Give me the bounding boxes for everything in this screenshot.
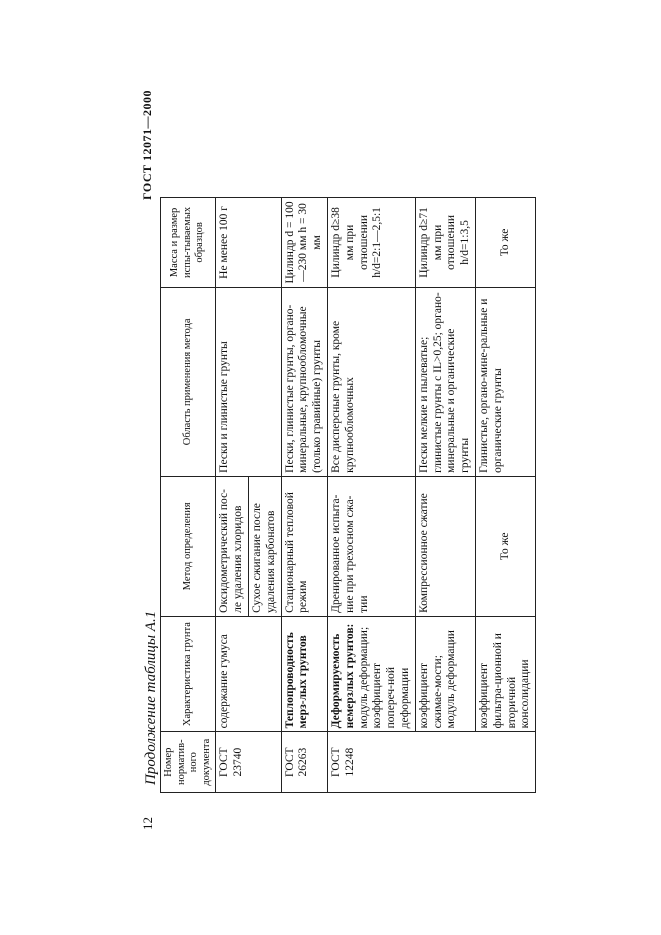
method-cell: Сухое сжигание после удаления карбонатов	[248, 476, 281, 616]
characteristic-cell: коэффициент фильтра-ционной и вторичной консолидации	[475, 616, 535, 731]
characteristic-cell: Теплопроводность мерз-лых грунтов	[281, 616, 327, 731]
sample-cell: Цилиндр d≥71 мм при отношении h/d=1:3,5	[415, 198, 475, 288]
table-row	[327, 198, 415, 793]
method-cell: Компрессионное сжатие	[415, 476, 475, 616]
doc-cell: ГОСТ 12248	[327, 732, 535, 793]
characteristic-bold: Деформируемость немерзлых грунтов:	[329, 623, 356, 729]
table-row	[216, 198, 249, 793]
table-row	[281, 198, 327, 793]
characteristic-rest: модуль деформации; коэффициент попереч-ной деформации	[357, 626, 411, 729]
doc-cell: ГОСТ 26263	[281, 732, 327, 793]
method-cell: Стационарный тепловой режим	[281, 476, 327, 616]
method-cell: То же	[475, 476, 535, 616]
sample-cell: Не менее 100 г	[216, 198, 281, 288]
doc-cell: ГОСТ 23740	[216, 732, 281, 793]
characteristic-cell: коэффициент сжимае-мости; модуль деформации	[415, 616, 475, 731]
table-row	[475, 198, 535, 793]
standard-header: ГОСТ 12071—2000	[140, 90, 154, 200]
scope-cell: Пески мелкие и пылеватые; глинистые грунты с IL>0,25; органо-минеральные и органические грунты	[415, 287, 475, 476]
characteristic-cell	[327, 616, 415, 731]
col-header-method: Метод определения	[161, 476, 216, 616]
table-caption: Продолжение таблицы А.1	[143, 610, 159, 785]
col-header-characteristic: Характеристика грунта	[161, 616, 216, 731]
col-header-doc: Номер норматив-ного документа	[161, 732, 216, 793]
soil-methods-table	[160, 197, 536, 793]
scope-cell: Глинистые, органо-мине-ральные и органические грунты	[475, 287, 535, 476]
page-number: 12	[140, 817, 155, 830]
scope-cell: Пески, глинистые грунты, органо-минеральные, крупнообломочные (только гравийные) грунты	[281, 287, 327, 476]
sample-cell: Цилиндр d≥38 мм при отношении h/d=2:1—2,5:1	[327, 198, 415, 288]
table-header-row	[161, 198, 216, 793]
method-cell: Оксидометрический пос-ле удаления хлоридов	[216, 476, 249, 616]
scope-cell: Все дисперсные грунты, кроме крупнообломочных	[327, 287, 415, 476]
scope-cell: Пески и глинистые грунты	[216, 287, 281, 476]
table-row	[415, 198, 475, 793]
method-cell: Дренированное испыта-ние при трехосном сжа-тии	[327, 476, 415, 616]
col-header-sample: Масса и размер испы-тываемых образцов	[161, 198, 216, 288]
col-header-scope: Область применения метода	[161, 287, 216, 476]
sample-cell: Цилиндр d = 100—230 мм h = 30 мм	[281, 198, 327, 288]
characteristic-cell: содержание гумуса	[216, 616, 281, 731]
sample-cell: То же	[475, 198, 535, 288]
